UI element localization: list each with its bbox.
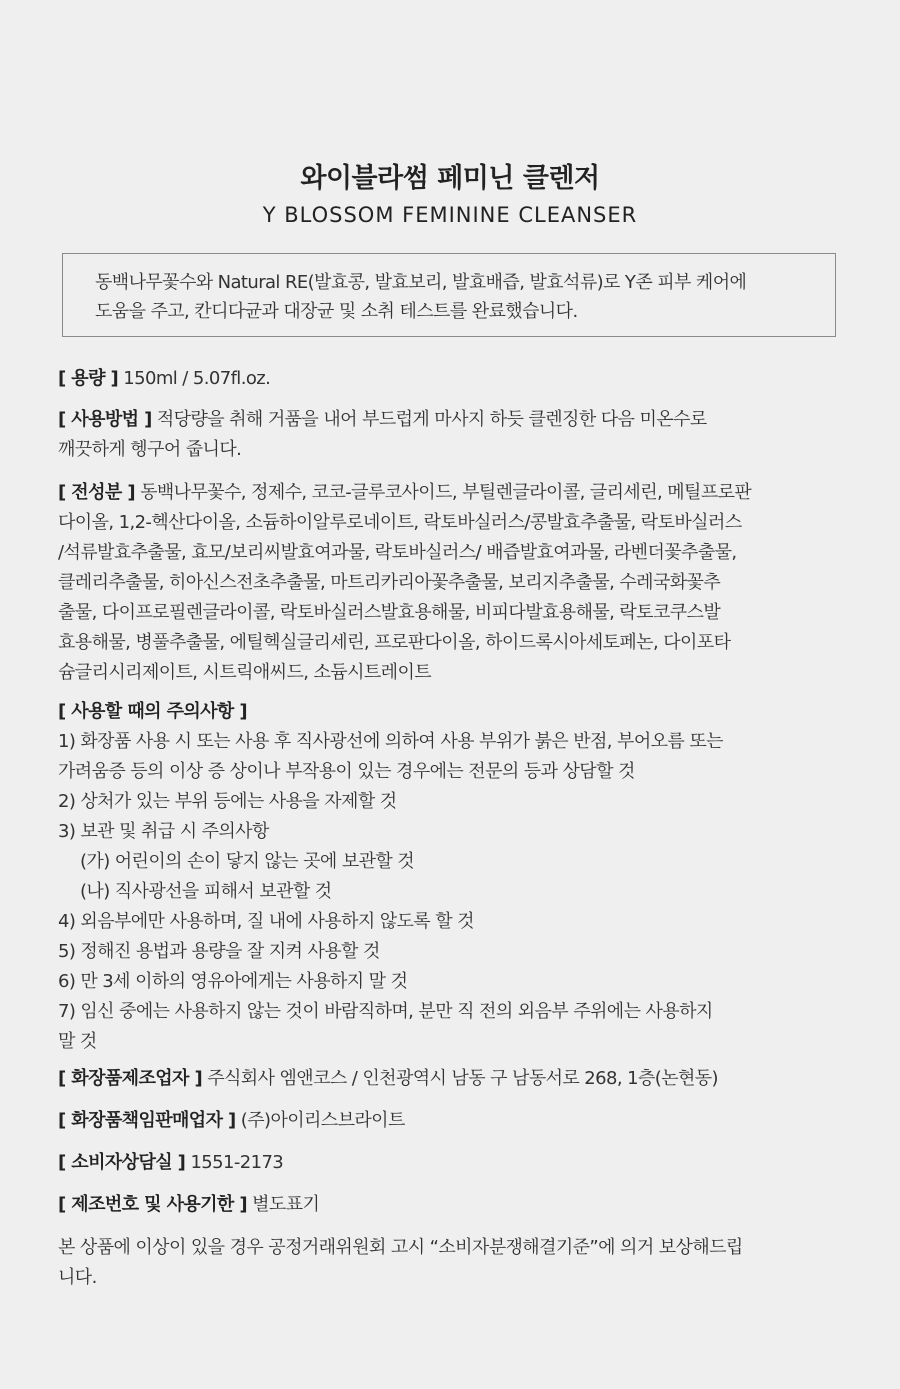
caution-1a: 1) 화장품 사용 시 또는 사용 후 직사광선에 의하여 사용 부위가 붉은 반점, 부어오름 또는 [58,731,723,752]
usage-text-2: 깨끗하게 헹구어 줍니다. [58,439,242,460]
intro-line-1: 동백나무꽃수와 Natural RE(발효콩, 발효보리, 발효배즙, 발효석류)로 Y존 피부 케어에 [95,272,747,293]
usage-section [58,405,842,465]
caution-3: 3) 보관 및 취급 시 주의사항 [58,821,269,842]
consumer-section [58,1148,842,1178]
usage-label: [ 사용방법 ] [58,409,152,430]
compensation-text-2: 니다. [58,1267,97,1288]
volume-label: [ 용량 ] [58,368,119,389]
seller-label: [ 화장품책임판매업자 ] [58,1110,236,1131]
ingredients-text-3: /석류발효추출물, 효모/보리씨발효여과물, 락토바실러스/ 배즙발효여과물, 라벤더꽃추출물, [58,542,737,563]
caution-1b: 가려움증 등의 이상 증 상이나 부작용이 있는 경우에는 전문의 등과 상담할 것 [58,761,635,782]
ingredients-text-1: 동백나무꽃수, 정제수, 코코-글루코사이드, 부틸렌글라이콜, 글리세린, 메틸프로판 [134,482,752,503]
lot-label: [ 제조번호 및 사용기한 ] [58,1194,248,1215]
compensation-text-1: 본 상품에 이상이 있을 경우 공정거래위원회 고시 “소비자분쟁해결기준”에 의거 보상해드립 [58,1237,743,1258]
manufacturer-label: [ 화장품제조업자 ] [58,1068,203,1089]
consumer-label: [ 소비자상담실 ] [58,1152,186,1173]
product-title-korean: 와이블라썸 페미닌 클렌저 [300,163,600,194]
lot-value: 별도표기 [247,1194,320,1215]
seller-section [58,1106,842,1136]
product-title-english: Y BLOSSOM FEMININE CLEANSER [262,203,638,227]
volume-value: 150ml / 5.07fl.oz. [118,368,271,389]
caution-2: 2) 상처가 있는 부위 등에는 사용을 자제할 것 [58,791,397,812]
compensation-section [58,1233,842,1293]
caution-5: 5) 정해진 용법과 용량을 잘 지켜 사용할 것 [58,941,380,962]
ingredients-label: [ 전성분 ] [58,482,135,503]
usage-text-1: 적당량을 취해 거품을 내어 부드럽게 마사지 하듯 클렌징한 다음 미온수로 [151,409,707,430]
caution-6: 6) 만 3세 이하의 영유아에게는 사용하지 말 것 [58,971,408,992]
lot-section [58,1190,842,1220]
caution-3b: (나) 직사광선을 피해서 보관할 것 [80,881,332,902]
caution-7b: 말 것 [58,1031,97,1052]
intro-line-2: 도움을 주고, 칸디다균과 대장균 및 소취 테스트를 완료했습니다. [95,301,578,322]
ingredients-text-7: 슘글리시리제이트, 시트릭애씨드, 소듐시트레이트 [58,662,432,683]
intro-box [62,253,836,337]
ingredients-section [58,478,842,688]
seller-value: (주)아이리스브라이트 [235,1110,405,1131]
caution-7a: 7) 임신 중에는 사용하지 않는 것이 바람직하며, 분만 직 전의 외음부 주위에는 사용하지 [58,1001,713,1022]
manufacturer-value: 주식회사 엠앤코스 / 인천광역시 남동 구 남동서로 268, 1층(논현동) [202,1068,718,1089]
ingredients-text-4: 클레리추출물, 히아신스전초추출물, 마트리카리아꽃추출물, 보리지추출물, 수레국화꽃추 [58,572,721,593]
ingredients-text-6: 효용해물, 병풀추출물, 에틸헥실글리세린, 프로판다이올, 하이드록시아세토페논, 다이포타 [58,632,731,653]
cautions-section [58,697,842,1057]
consumer-value: 1551-2173 [185,1152,284,1173]
cautions-label: [ 사용할 때의 주의사항 ] [58,701,248,722]
ingredients-text-2: 다이올, 1,2-헥산다이올, 소듐하이알루로네이트, 락토바실러스/콩발효추출물, 락토바실러스 [58,512,742,533]
volume-section [58,364,842,394]
manufacturer-section [58,1064,842,1094]
caution-3a: (가) 어린이의 손이 닿지 않는 곳에 보관할 것 [80,851,415,872]
caution-4: 4) 외음부에만 사용하며, 질 내에 사용하지 않도록 할 것 [58,911,474,932]
ingredients-text-5: 출물, 다이프로필렌글라이콜, 락토바실러스발효용해물, 비피다발효용해물, 락토코쿠스발 [58,602,721,623]
